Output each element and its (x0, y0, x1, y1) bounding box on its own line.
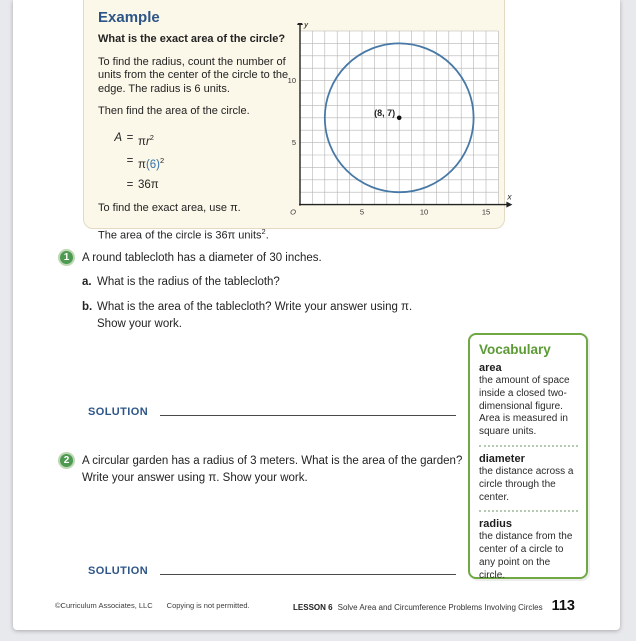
sub-question-a-label: a. (82, 276, 92, 288)
vocab-definition-area: the amount of space inside a closed two-dimensional figure. Area is measured in square units. (479, 375, 570, 438)
svg-text:10: 10 (287, 76, 296, 86)
dotted-divider (479, 510, 578, 512)
svg-text:10: 10 (419, 207, 429, 217)
exponent: 2 (160, 156, 165, 166)
vocabulary-box (468, 333, 588, 579)
coordinate-grid (286, 23, 520, 223)
radius-variable: r (145, 135, 150, 148)
equation-variable: A (114, 131, 122, 144)
question-1-text: A round tablecloth has a diameter of 30 inches. (82, 252, 322, 264)
svg-text:x: x (507, 191, 512, 202)
example-question: What is the exact area of the circle? (98, 33, 286, 45)
equals-sign: = (126, 131, 134, 144)
svg-text:5: 5 (291, 138, 296, 148)
equation-result: 36π (138, 179, 159, 192)
equation-line-3 (108, 175, 300, 195)
solution-2-answer-line (160, 574, 456, 575)
example-title: Example (98, 9, 160, 26)
sub-question-b (82, 299, 412, 332)
page-number: 113 (551, 598, 575, 614)
solution-1 (88, 405, 456, 419)
svg-text:5: 5 (359, 207, 365, 217)
substituted-radius: (6) (145, 159, 160, 172)
pi-symbol: π (138, 159, 146, 172)
vocab-term-diameter: diameter (479, 452, 525, 465)
example-paragraph-1: To find the radius, count the number of units from the center of the circle to the edge. The radius is 6 units. (98, 55, 289, 95)
equation-line-2 (108, 151, 300, 175)
lesson-label: LESSON 6 (293, 603, 333, 612)
solution-1-label: SOLUTION (88, 406, 149, 418)
example-paragraph-3: To find the exact area, use π. (98, 202, 241, 215)
equals-sign: = (126, 155, 134, 168)
vocab-entry-radius (479, 518, 578, 582)
svg-text:O: O (290, 207, 296, 217)
copyright-text: ©Curriculum Associates, LLC (55, 601, 153, 610)
footer-copyright (55, 601, 264, 610)
workbook-page (13, 0, 620, 630)
sub-question-a (82, 274, 280, 291)
svg-text:15: 15 (481, 207, 491, 217)
vocab-entry-area (479, 362, 578, 439)
solution-2-label: SOLUTION (88, 565, 149, 577)
example-text-column (98, 33, 300, 243)
vocab-term-radius: radius (479, 518, 513, 531)
example-paragraph-2: Then find the area of the circle. (98, 105, 250, 117)
solution-1-answer-line (160, 415, 456, 416)
copy-notice: Copying is not permitted. (166, 601, 250, 610)
footer-lesson-info (293, 598, 575, 614)
question-1-badge: 1 (58, 249, 75, 266)
pi-symbol: π (138, 135, 146, 148)
vocab-entry-diameter (479, 453, 578, 504)
example-box (83, 0, 512, 242)
svg-text:(8, 7): (8, 7) (374, 107, 396, 118)
equation-block (108, 128, 300, 196)
exponent: 2 (149, 132, 154, 142)
question-2-text: A circular garden has a radius of 3 meters. What is the area of the garden? Write your answer using π. Show your work. (82, 455, 463, 484)
sub-question-a-text: What is the radius of the tablecloth? (97, 276, 280, 288)
vocabulary-title: Vocabulary (479, 342, 551, 357)
equation-line-1 (108, 128, 300, 152)
equals-sign: = (126, 179, 134, 192)
solution-2 (88, 564, 456, 578)
vocab-definition-diameter: the distance across a circle through the center. (479, 465, 574, 503)
sub-question-b-label: b. (82, 301, 93, 313)
svg-text:y: y (304, 23, 309, 29)
dotted-divider (479, 445, 578, 447)
vocab-term-area: area (479, 362, 502, 374)
lesson-title: Solve Area and Circumference Problems Involving Circles (337, 603, 543, 612)
vocab-definition-radius: the distance from the center of a circle to any point on the circle. (479, 531, 573, 581)
sub-question-b-text: What is the area of the tablecloth? Write your answer using π. Show your work. (97, 301, 413, 330)
example-conclusion: The area of the circle is 36π units$^2$. (98, 226, 269, 242)
question-2-badge: 2 (58, 452, 75, 469)
